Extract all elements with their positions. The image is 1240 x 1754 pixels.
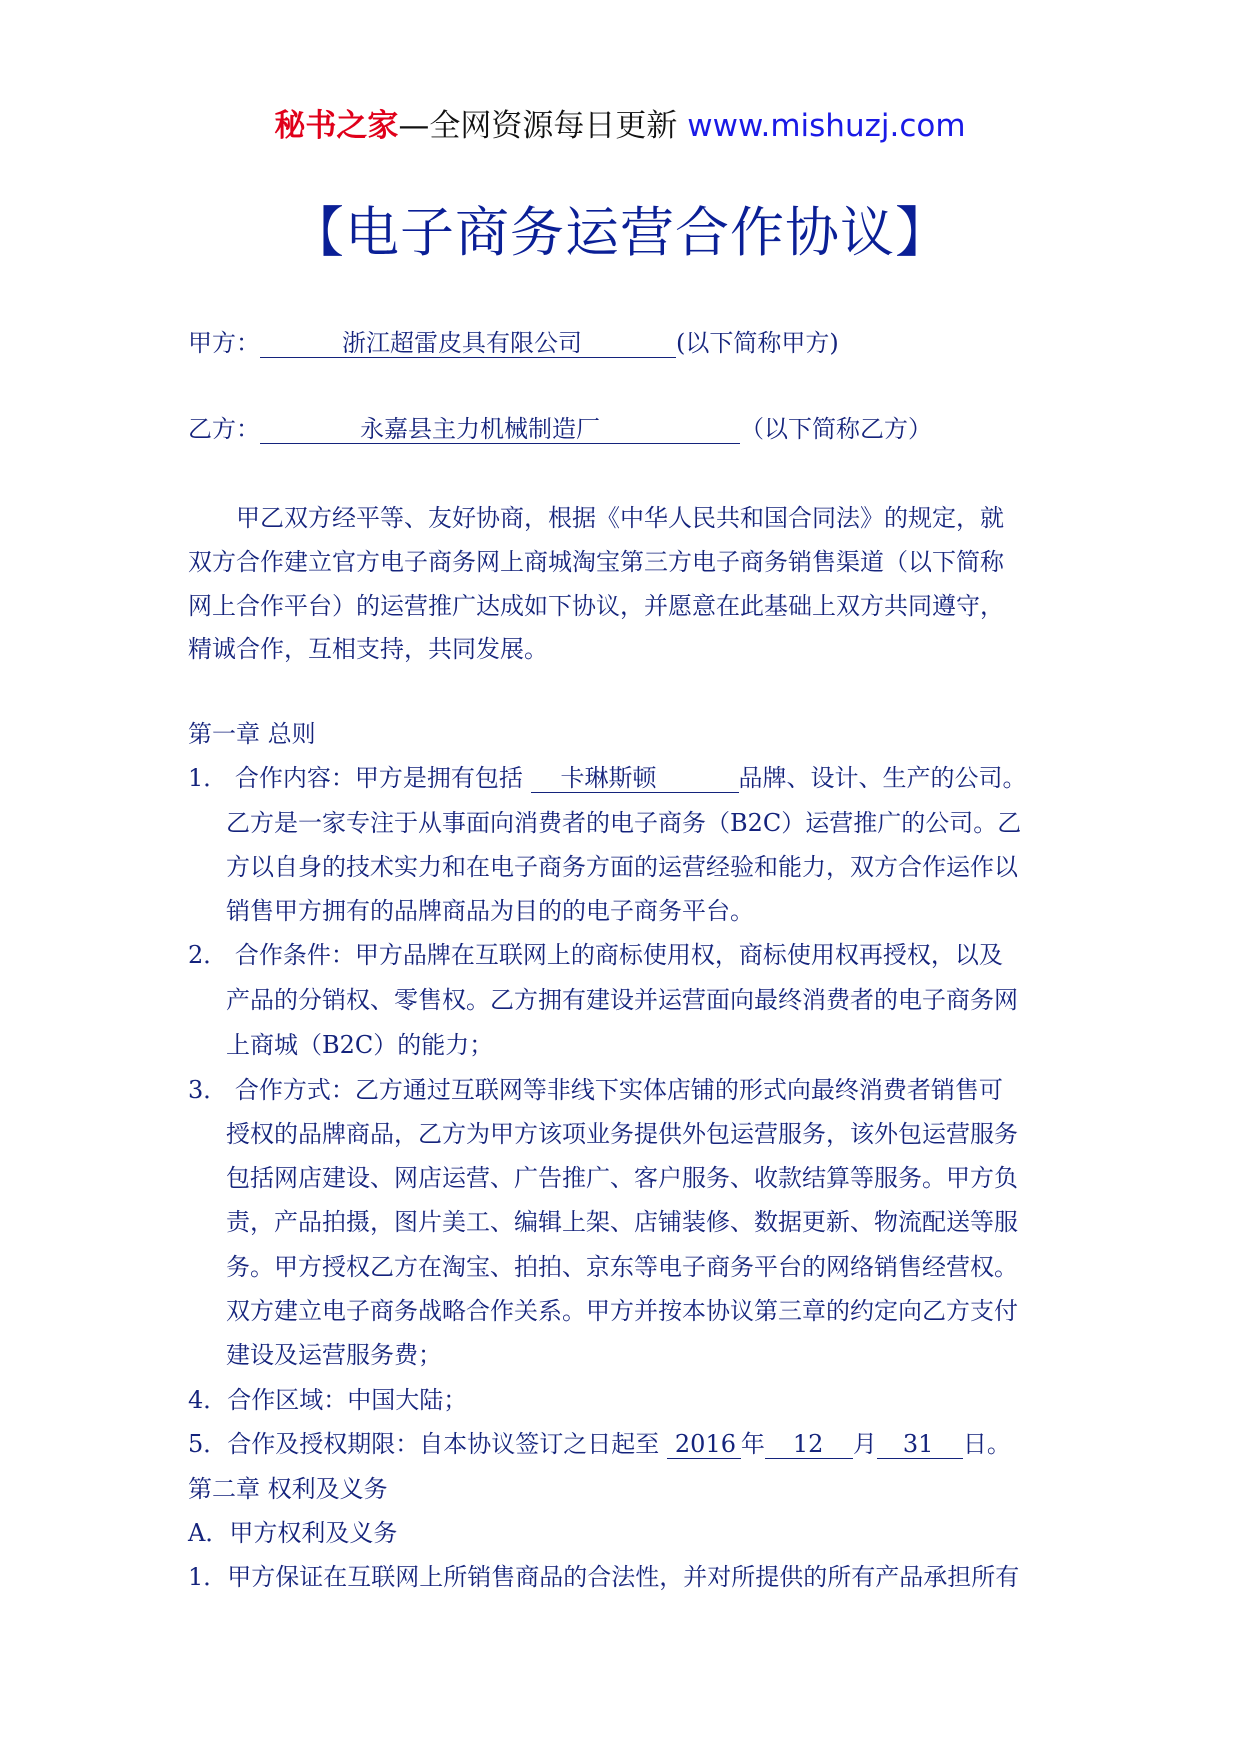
banner-url[interactable]: www.mishuzj.com [677,108,966,144]
clause-1-cont: 乙方是一家专注于从事面向消费者的电子商务（B2C）运营推广的公司。乙 [226,809,1022,837]
header-banner [0,100,1240,145]
clause-3-cont: 务。甲方授权乙方在淘宝、拍拍、京东等电子商务平台的网络销售经营权。 [226,1253,1018,1281]
clause-1-cont: 销售甲方拥有的品牌商品为目的的电子商务平台。 [226,897,754,925]
clause-2-cont: 产品的分销权、零售权。乙方拥有建设并运营面向最终消费者的电子商务网 [226,986,1018,1014]
party-a-label: 甲方： [188,329,260,357]
clause-5-line [188,1429,1011,1459]
party-a-name-field [260,329,676,358]
clause-2-line: 2． 合作条件：甲方品牌在互联网上的商标使用权，商标使用权再授权，以及 [188,941,1003,969]
term-month: 12 [792,1430,824,1458]
party-b-suffix: （以下简称乙方） [740,415,932,443]
clause-2-cont: 上商城（B2C）的能力； [226,1031,494,1059]
term-month-field [765,1430,853,1459]
term-day-field [877,1430,963,1459]
clause-3-cont: 双方建立电子商务战略合作关系。甲方并按本协议第三章的约定向乙方支付 [226,1297,1018,1325]
term-year-field [667,1430,741,1459]
day-unit: 日。 [962,1430,1011,1458]
term-day: 31 [902,1430,934,1458]
clause-4-line: 4．合作区域：中国大陆； [188,1386,468,1414]
clause-3-cont: 责，产品拍摄，图片美工、编辑上架、店铺装修、数据更新、物流配送等服 [226,1208,1018,1236]
year-unit: 年 [740,1430,765,1458]
preamble-line: 网上合作平台）的运营推广达成如下协议，并愿意在此基础上双方共同遵守， [188,592,1004,620]
chapter-2-heading: 第二章 权利及义务 [188,1475,388,1503]
chapter-1-heading: 第一章 总则 [188,720,316,748]
party-a-suffix: (以下简称甲方) [676,329,839,357]
section-a-heading: A．甲方权利及义务 [188,1519,398,1547]
brand-name-field [531,764,739,793]
preamble-line: 双方合作建立官方电子商务网上商城淘宝第三方电子商务销售渠道（以下简称 [188,548,1004,576]
clause-3-cont: 建设及运营服务费； [226,1341,442,1369]
banner-brand: 秘书之家 [274,108,399,144]
banner-slogan: —全网资源每日更新 [398,108,678,144]
party-b-name-field [260,415,740,444]
clause-5-prefix: 5．合作及授权期限：自本协议签订之日起至 [188,1430,667,1458]
clause-1-cont: 方以自身的技术实力和在电子商务方面的运营经验和能力，双方合作运作以 [226,853,1018,881]
month-unit: 月 [852,1430,877,1458]
clause-3-cont: 授权的品牌商品，乙方为甲方该项业务提供外包运营服务，该外包运营服务 [226,1120,1018,1148]
party-a-line [188,328,839,358]
document-title: 【电子商务运营合作协议】 [290,201,950,264]
clause-1-suffix: 品牌、设计、生产的公司。 [738,764,1027,792]
clause-1-prefix: 1． 合作内容：甲方是拥有包括 [188,764,531,792]
party-b-name: 永嘉县主力机械制造厂 [360,415,600,443]
party-a-name: 浙江超雷皮具有限公司 [342,329,582,357]
preamble-line: 甲乙双方经平等、友好协商，根据《中华人民共和国合同法》的规定，就 [236,504,1004,532]
clause-3-line: 3． 合作方式：乙方通过互联网等非线下实体店铺的形式向最终消费者销售可 [188,1076,1003,1104]
clause-1-line [188,763,1027,793]
brand-name: 卡琳斯顿 [560,764,657,792]
section-a-clause-1: 1．甲方保证在互联网上所销售商品的合法性，并对所提供的所有产品承担所有 [188,1563,1020,1591]
term-year: 2016 [674,1430,736,1458]
clause-3-cont: 包括网店建设、网店运营、广告推广、客户服务、收款结算等服务。甲方负 [226,1164,1018,1192]
party-b-label: 乙方： [188,415,260,443]
preamble-line: 精诚合作，互相支持，共同发展。 [188,635,548,663]
party-b-line [188,414,932,444]
